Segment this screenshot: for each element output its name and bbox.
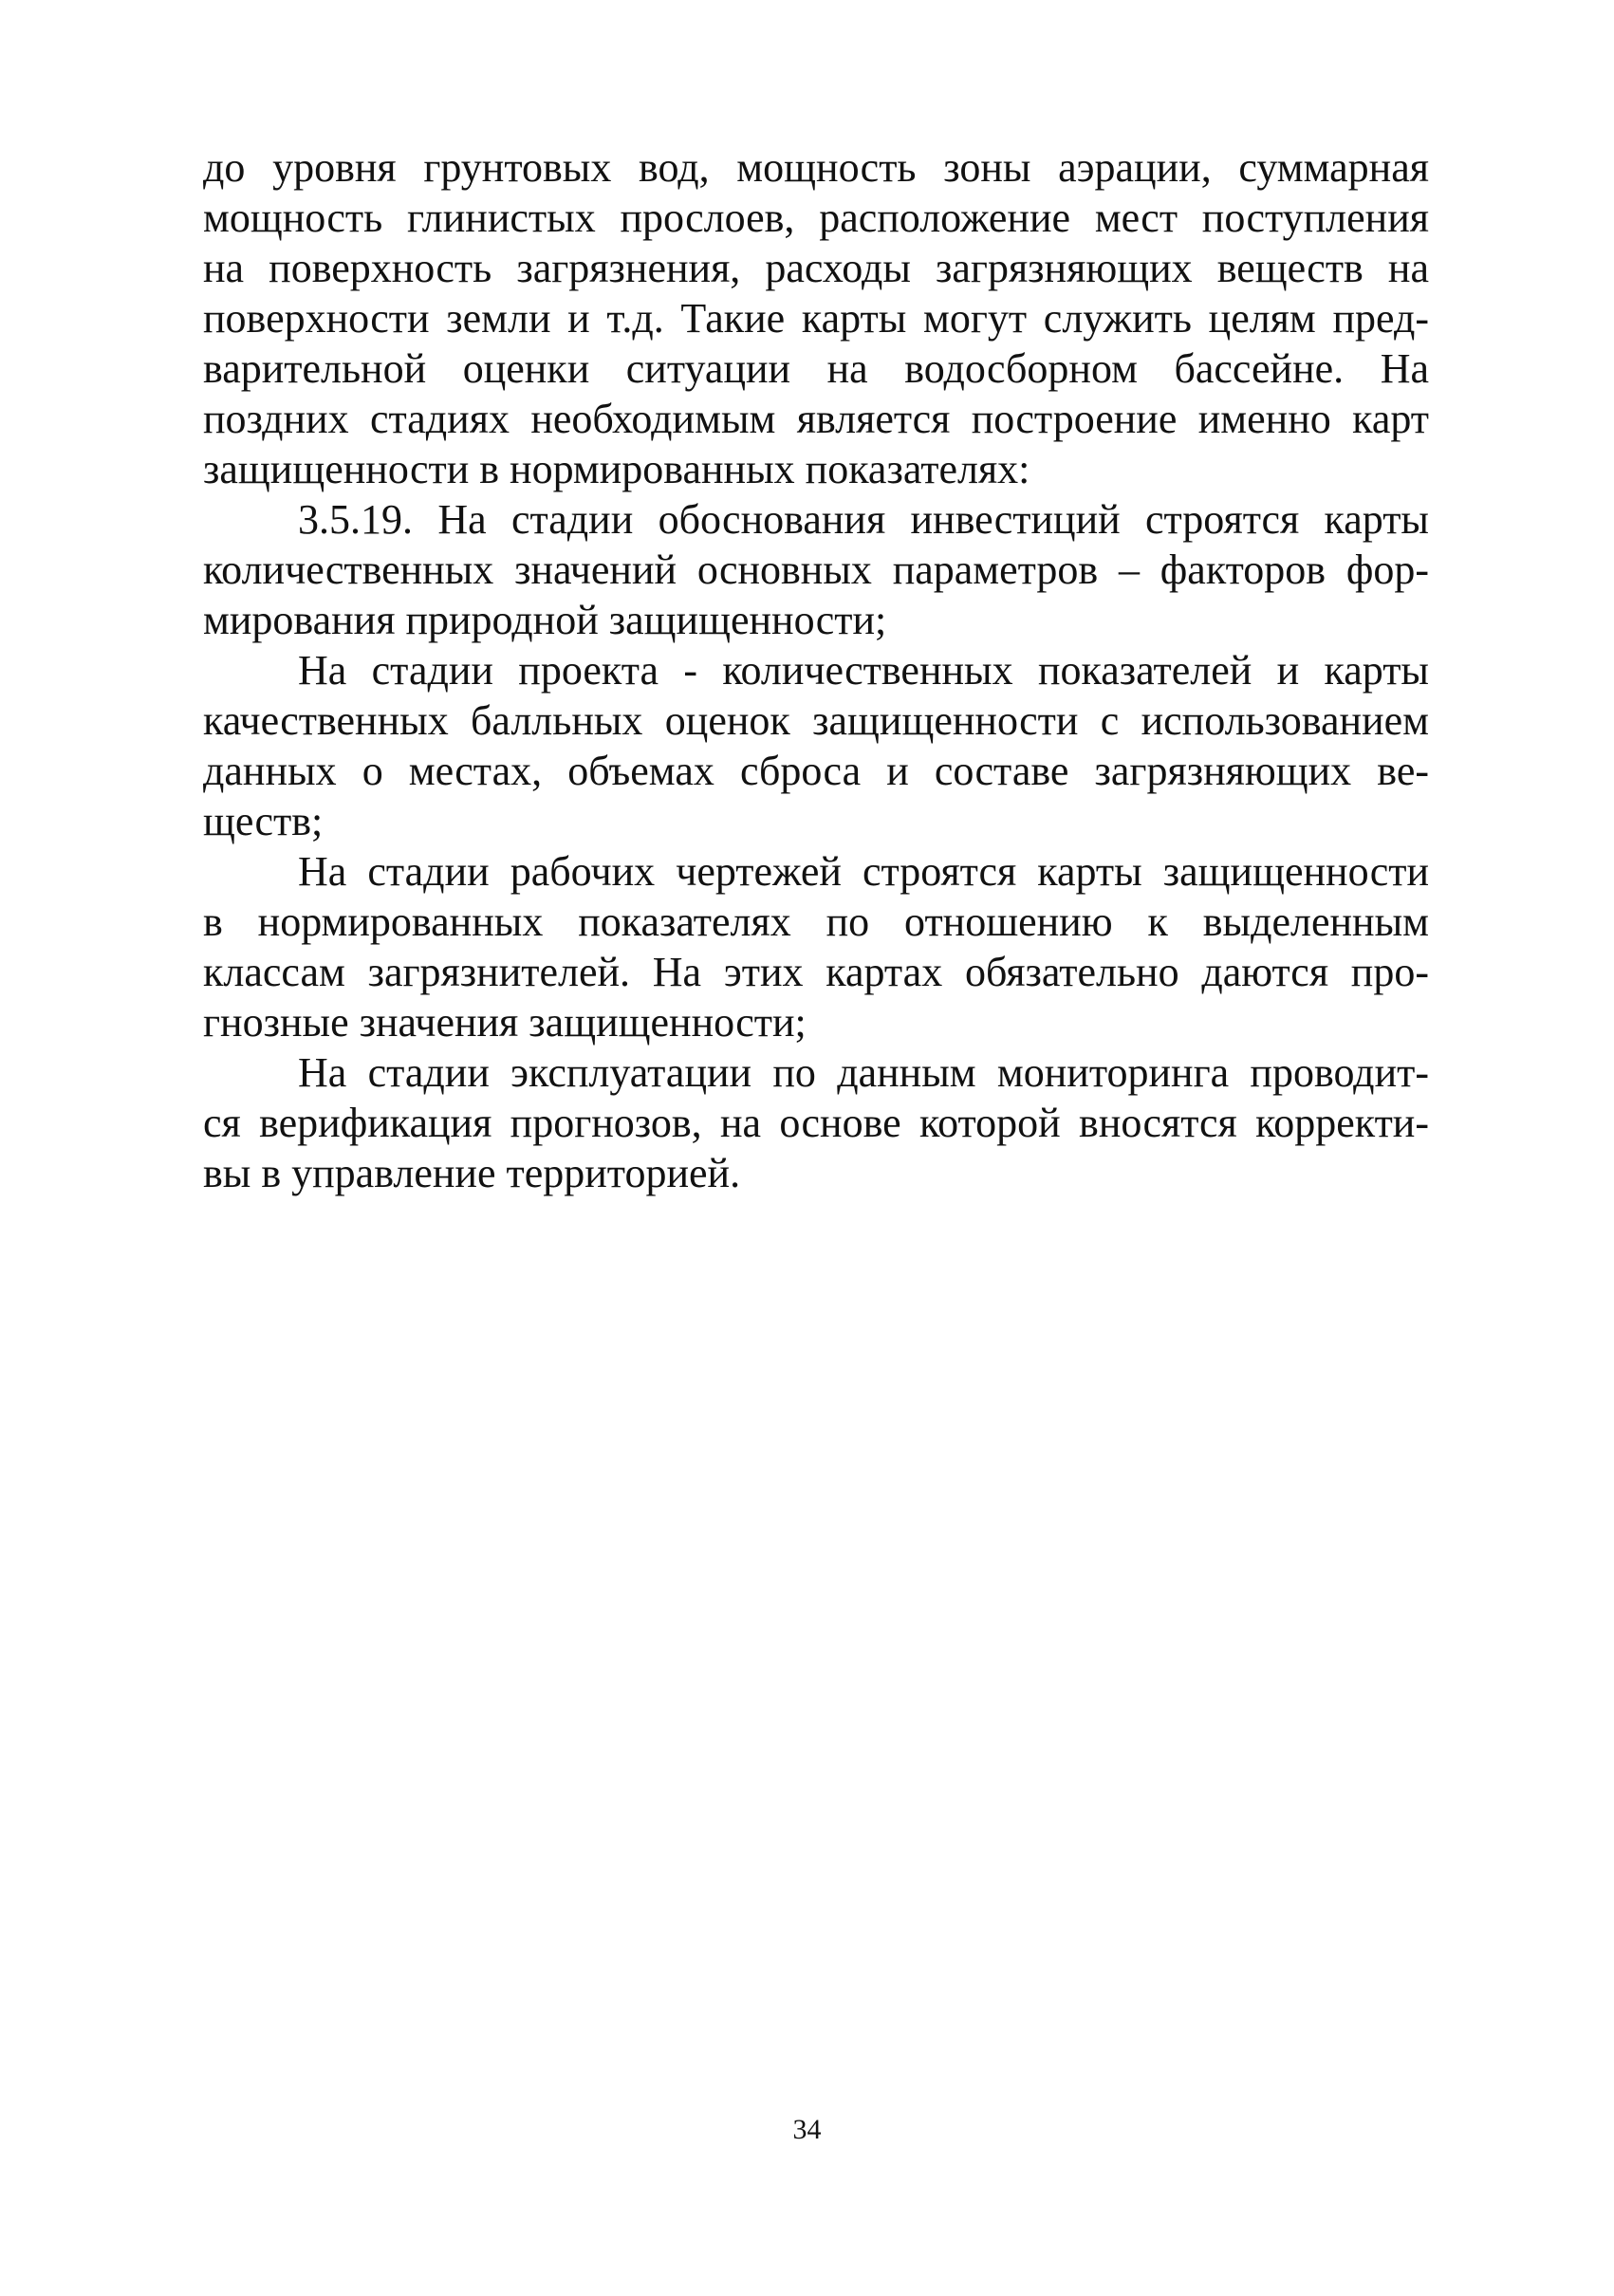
page-number: 34 [792,2114,822,2145]
text-line: качественных балльных оценок защищенности с использованием [203,697,1429,744]
text-line: На стадии рабочих чертежей строятся карты защищенности [298,848,1429,895]
text-line: мощность глинистых прослоев, расположение мест поступления [203,194,1429,241]
text-line: количественных значений основных параметров – факторов фор- [203,546,1429,593]
text-line: варительной оценки ситуации на водосборном бассейне. На [203,345,1429,392]
text-line: ся верификация прогнозов, на основе которой вносятся корректи- [203,1100,1429,1146]
text-line: классам загрязнителей. На этих картах обязательно даются про- [203,949,1429,995]
paragraph-3 [203,645,1429,846]
text-line: в нормированных показателях по отношению к выделенным [203,898,1429,945]
body-text [203,142,1429,1198]
text-line: ществ; [203,798,324,844]
text-line: до уровня грунтовых вод, мощность зоны аэрации, суммарная [203,144,1429,191]
text-line: поверхности земли и т.д. Такие карты могут служить целям пред- [203,295,1429,342]
paragraph-2 [203,494,1429,645]
paragraph-5 [203,1047,1429,1198]
paragraph-1 [203,142,1429,494]
paragraph-4 [203,846,1429,1047]
text-line: гнозные значения защищенности; [203,999,807,1046]
text-line: На стадии эксплуатации по данным мониторинга проводит- [298,1049,1429,1096]
text-line: на поверхность загрязнения, расходы загрязняющих веществ на [203,245,1429,291]
text-line: защищенности в нормированных показателях: [203,446,1030,492]
text-line: мирования природной защищенности; [203,597,887,643]
text-line: вы в управление территорией. [203,1150,741,1196]
text-line: 3.5.19. На стадии обоснования инвестиций строятся карты [298,496,1429,543]
text-line: На стадии проекта - количественных показателей и карты [298,647,1429,694]
text-line: поздних стадиях необходимым является построение именно карт [203,396,1429,442]
text-line: данных о местах, объемах сброса и составе загрязняющих ве- [203,748,1429,794]
